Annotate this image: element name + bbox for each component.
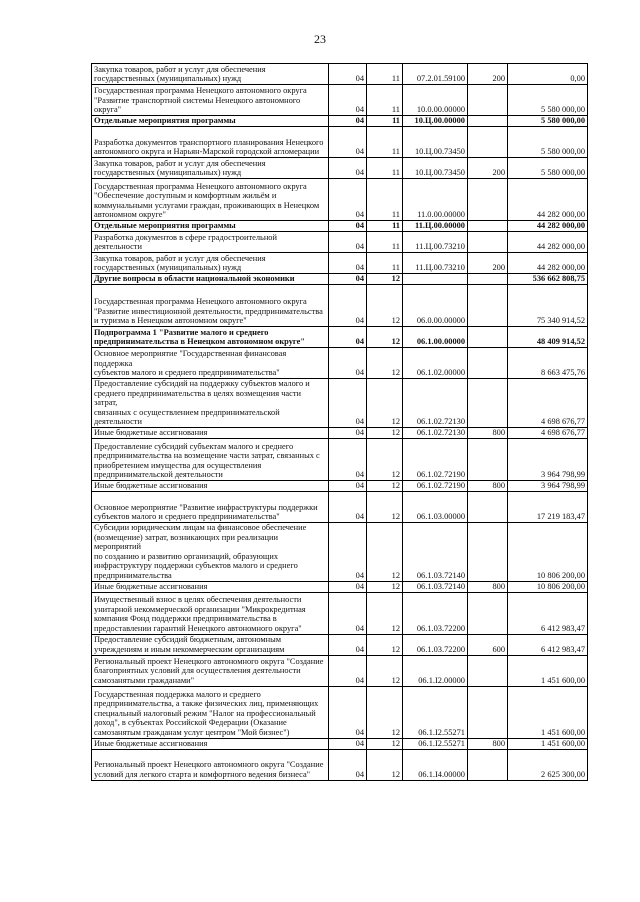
row-name-cell: Иные бюджетные ассигнования (92, 581, 329, 592)
subsection-code-cell: 12 (367, 327, 403, 348)
subsection-code-cell: 12 (367, 655, 403, 686)
expense-type-cell (468, 522, 508, 581)
amount-cell: 1 451 600,00 (508, 686, 588, 738)
table-row (92, 64, 588, 85)
section-code-cell: 04 (329, 522, 367, 581)
amount-cell: 44 282 000,00 (508, 253, 588, 274)
row-name-cell: Иные бюджетные ассигнования (92, 427, 329, 438)
table-row (92, 158, 588, 179)
table-row (92, 438, 588, 480)
section-code-cell: 04 (329, 232, 367, 253)
amount-cell: 4 698 676,77 (508, 427, 588, 438)
row-name-cell: Предоставление субсидий бюджетным, автономным учреждениям и иным некоммерческим организациям (92, 634, 329, 655)
section-code-cell: 04 (329, 327, 367, 348)
target-article-cell: 06.1.02.00000 (403, 348, 468, 379)
subsection-code-cell: 11 (367, 253, 403, 274)
row-name-cell: Государственная программа Ненецкого автономного округа "Развитие транспортной системы Ненецкого автономного округа" (92, 85, 329, 116)
amount-cell: 4 698 676,77 (508, 379, 588, 428)
amount-cell: 44 282 000,00 (508, 221, 588, 232)
expense-type-cell (468, 85, 508, 116)
table-row (92, 179, 588, 221)
table-row (92, 749, 588, 780)
expense-type-cell (468, 749, 508, 780)
row-name-cell: Закупка товаров, работ и услуг для обеспечения государственных (муниципальных) нужд (92, 158, 329, 179)
section-code-cell: 04 (329, 749, 367, 780)
row-name-cell: Региональный проект Ненецкого автономного округа "Создание благоприятных условий для осуществления деятельности самозанятыми гражданами" (92, 655, 329, 686)
target-article-cell: 06.1.03.72200 (403, 634, 468, 655)
amount-cell: 44 282 000,00 (508, 232, 588, 253)
row-name-cell: Подпрограмма 1 "Развитие малого и среднего предпринимательства в Ненецком автономном округе" (92, 327, 329, 348)
section-code-cell: 04 (329, 581, 367, 592)
target-article-cell: 06.1.I2.00000 (403, 655, 468, 686)
expense-type-cell (468, 592, 508, 634)
subsection-code-cell: 12 (367, 581, 403, 592)
target-article-cell: 06.1.02.72130 (403, 427, 468, 438)
subsection-code-cell: 12 (367, 738, 403, 749)
section-code-cell: 04 (329, 127, 367, 158)
amount-cell: 5 580 000,00 (508, 158, 588, 179)
expense-type-cell (468, 179, 508, 221)
target-article-cell (403, 274, 468, 285)
amount-cell: 536 662 808,75 (508, 274, 588, 285)
subsection-code-cell: 12 (367, 438, 403, 480)
section-code-cell: 04 (329, 221, 367, 232)
target-article-cell: 10.Ц.00.73450 (403, 158, 468, 179)
row-name-cell: Основное мероприятие "Развитие инфраструктуры поддержки субъектов малого и среднего предпринимательства" (92, 491, 329, 522)
expense-type-cell (468, 127, 508, 158)
row-name-cell: Субсидии юридическим лицам на финансовое обеспечение (возмещение) затрат, возникающих при реализации мероприятий по созданию и развитию организаций, образующих инфраструктуру поддержки субъектов малого и среднего предпринимательства (92, 522, 329, 581)
table-row (92, 221, 588, 232)
subsection-code-cell: 12 (367, 379, 403, 428)
target-article-cell: 06.1.03.72200 (403, 592, 468, 634)
amount-cell: 1 451 600,00 (508, 738, 588, 749)
subsection-code-cell: 12 (367, 285, 403, 327)
section-code-cell: 04 (329, 480, 367, 491)
amount-cell: 5 580 000,00 (508, 85, 588, 116)
row-name-cell: Имущественный взнос в целях обеспечения деятельности унитарной некоммерческой организации "Микрокредитная компания Фонд поддержки предпринимательства в предоставлении гарантий Ненецкого автономного округа" (92, 592, 329, 634)
target-article-cell: 07.2.01.59100 (403, 64, 468, 85)
table-row (92, 655, 588, 686)
expense-type-cell (468, 686, 508, 738)
expense-type-cell (468, 274, 508, 285)
expense-type-cell (468, 655, 508, 686)
table-row (92, 427, 588, 438)
amount-cell: 17 219 183,47 (508, 491, 588, 522)
budget-table (91, 63, 588, 781)
amount-cell: 8 663 475,76 (508, 348, 588, 379)
subsection-code-cell: 11 (367, 158, 403, 179)
table-row (92, 116, 588, 127)
target-article-cell: 10.Ц.00.73450 (403, 127, 468, 158)
amount-cell: 5 580 000,00 (508, 127, 588, 158)
amount-cell: 3 964 798,99 (508, 480, 588, 491)
row-name-cell: Региональный проект Ненецкого автономного округа "Создание условий для легкого старта и комфортного ведения бизнеса" (92, 749, 329, 780)
target-article-cell: 11.0.00.00000 (403, 179, 468, 221)
table-row (92, 686, 588, 738)
amount-cell: 6 412 983,47 (508, 592, 588, 634)
row-name-cell: Иные бюджетные ассигнования (92, 480, 329, 491)
amount-cell: 1 451 600,00 (508, 655, 588, 686)
expense-type-cell: 200 (468, 64, 508, 85)
amount-cell: 48 409 914,52 (508, 327, 588, 348)
table-row (92, 348, 588, 379)
table-row (92, 285, 588, 327)
table-row (92, 274, 588, 285)
target-article-cell: 06.1.I2.55271 (403, 738, 468, 749)
amount-cell: 10 806 200,00 (508, 522, 588, 581)
expense-type-cell (468, 379, 508, 428)
table-row (92, 592, 588, 634)
section-code-cell: 04 (329, 285, 367, 327)
amount-cell: 2 625 300,00 (508, 749, 588, 780)
table-row (92, 480, 588, 491)
table-row (92, 232, 588, 253)
subsection-code-cell: 12 (367, 749, 403, 780)
subsection-code-cell: 12 (367, 491, 403, 522)
row-name-cell: Государственная поддержка малого и среднего предпринимательства, а также физических лиц, применяющих специальный налоговый режим "Налог на профессиональный доход", в субъектах Российской Федерации (Оказание самозанятым гражданам услуг центром "Мой бизнес") (92, 686, 329, 738)
subsection-code-cell: 12 (367, 274, 403, 285)
target-article-cell: 06.1.02.72190 (403, 438, 468, 480)
amount-cell: 75 340 914,52 (508, 285, 588, 327)
target-article-cell: 06.0.00.00000 (403, 285, 468, 327)
expense-type-cell (468, 285, 508, 327)
amount-cell: 6 412 983,47 (508, 634, 588, 655)
subsection-code-cell: 12 (367, 522, 403, 581)
table-row (92, 127, 588, 158)
subsection-code-cell: 12 (367, 686, 403, 738)
section-code-cell: 04 (329, 738, 367, 749)
expense-type-cell (468, 232, 508, 253)
section-code-cell: 04 (329, 634, 367, 655)
row-name-cell: Другие вопросы в области национальной экономики (92, 274, 329, 285)
target-article-cell: 11.Ц.00.73210 (403, 232, 468, 253)
row-name-cell: Закупка товаров, работ и услуг для обеспечения государственных (муниципальных) нужд (92, 64, 329, 85)
expense-type-cell: 800 (468, 480, 508, 491)
target-article-cell: 10.0.00.00000 (403, 85, 468, 116)
subsection-code-cell: 11 (367, 179, 403, 221)
target-article-cell: 06.1.03.72140 (403, 522, 468, 581)
section-code-cell: 04 (329, 592, 367, 634)
subsection-code-cell: 11 (367, 221, 403, 232)
subsection-code-cell: 11 (367, 116, 403, 127)
table-row (92, 522, 588, 581)
subsection-code-cell: 11 (367, 64, 403, 85)
section-code-cell: 04 (329, 64, 367, 85)
amount-cell: 10 806 200,00 (508, 581, 588, 592)
section-code-cell: 04 (329, 179, 367, 221)
target-article-cell: 06.1.I2.55271 (403, 686, 468, 738)
expense-type-cell: 600 (468, 634, 508, 655)
row-name-cell: Разработка документов в сфере градостроительной деятельности (92, 232, 329, 253)
subsection-code-cell: 12 (367, 480, 403, 491)
target-article-cell: 06.1.00.00000 (403, 327, 468, 348)
table-row (92, 581, 588, 592)
expense-type-cell (468, 491, 508, 522)
row-name-cell: Закупка товаров, работ и услуг для обеспечения государственных (муниципальных) нужд (92, 253, 329, 274)
subsection-code-cell: 11 (367, 85, 403, 116)
subsection-code-cell: 12 (367, 348, 403, 379)
row-name-cell: Основное мероприятие "Государственная финансовая поддержка субъектов малого и среднего предпринимательства" (92, 348, 329, 379)
row-name-cell: Предоставление субсидий субъектам малого и среднего предпринимательства на возмещение части затрат, связанных с приобретением имущества для осуществления предпринимательской деятельности (92, 438, 329, 480)
expense-type-cell (468, 116, 508, 127)
row-name-cell: Отдельные мероприятия программы (92, 221, 329, 232)
table-row (92, 327, 588, 348)
section-code-cell: 04 (329, 274, 367, 285)
row-name-cell: Государственная программа Ненецкого автономного округа "Развитие инвестиционной деятельности, предпринимательства и туризма в Ненецком автономном округе" (92, 285, 329, 327)
section-code-cell: 04 (329, 379, 367, 428)
section-code-cell: 04 (329, 427, 367, 438)
expense-type-cell (468, 327, 508, 348)
amount-cell: 0,00 (508, 64, 588, 85)
section-code-cell: 04 (329, 158, 367, 179)
section-code-cell: 04 (329, 686, 367, 738)
table-row (92, 491, 588, 522)
expense-type-cell: 800 (468, 427, 508, 438)
row-name-cell: Предоставление субсидий на поддержку субъектов малого и среднего предпринимательства в целях возмещения части затрат, связанных с осуществлением предпринимательской деятельности (92, 379, 329, 428)
section-code-cell: 04 (329, 348, 367, 379)
expense-type-cell (468, 221, 508, 232)
subsection-code-cell: 12 (367, 592, 403, 634)
target-article-cell: 11.Ц.00.00000 (403, 221, 468, 232)
target-article-cell: 06.1.I4.00000 (403, 749, 468, 780)
section-code-cell: 04 (329, 253, 367, 274)
subsection-code-cell: 12 (367, 427, 403, 438)
budget-table-body (92, 64, 588, 781)
target-article-cell: 10.Ц.00.00000 (403, 116, 468, 127)
expense-type-cell (468, 348, 508, 379)
table-row (92, 738, 588, 749)
amount-cell: 5 580 000,00 (508, 116, 588, 127)
section-code-cell: 04 (329, 438, 367, 480)
section-code-cell: 04 (329, 116, 367, 127)
row-name-cell: Государственная программа Ненецкого автономного округа "Обеспечение доступным и комфортным жильём и коммунальными услугами граждан, проживающих в Ненецком автономном округе" (92, 179, 329, 221)
row-name-cell: Отдельные мероприятия программы (92, 116, 329, 127)
expense-type-cell: 200 (468, 158, 508, 179)
subsection-code-cell: 12 (367, 634, 403, 655)
expense-type-cell: 200 (468, 253, 508, 274)
table-row (92, 634, 588, 655)
amount-cell: 44 282 000,00 (508, 179, 588, 221)
page-number: 23 (314, 32, 326, 46)
table-row (92, 85, 588, 116)
section-code-cell: 04 (329, 655, 367, 686)
subsection-code-cell: 11 (367, 127, 403, 158)
target-article-cell: 06.1.03.00000 (403, 491, 468, 522)
table-row (92, 379, 588, 428)
section-code-cell: 04 (329, 85, 367, 116)
section-code-cell: 04 (329, 491, 367, 522)
subsection-code-cell: 11 (367, 232, 403, 253)
row-name-cell: Иные бюджетные ассигнования (92, 738, 329, 749)
row-name-cell: Разработка документов транспортного планирования Ненецкого автономного округа и Нарьян-Марской городской агломерации (92, 127, 329, 158)
table-row (92, 253, 588, 274)
amount-cell: 3 964 798,99 (508, 438, 588, 480)
expense-type-cell: 800 (468, 581, 508, 592)
target-article-cell: 11.Ц.00.73210 (403, 253, 468, 274)
target-article-cell: 06.1.03.72140 (403, 581, 468, 592)
target-article-cell: 06.1.02.72130 (403, 379, 468, 428)
expense-type-cell (468, 438, 508, 480)
target-article-cell: 06.1.02.72190 (403, 480, 468, 491)
expense-type-cell: 800 (468, 738, 508, 749)
